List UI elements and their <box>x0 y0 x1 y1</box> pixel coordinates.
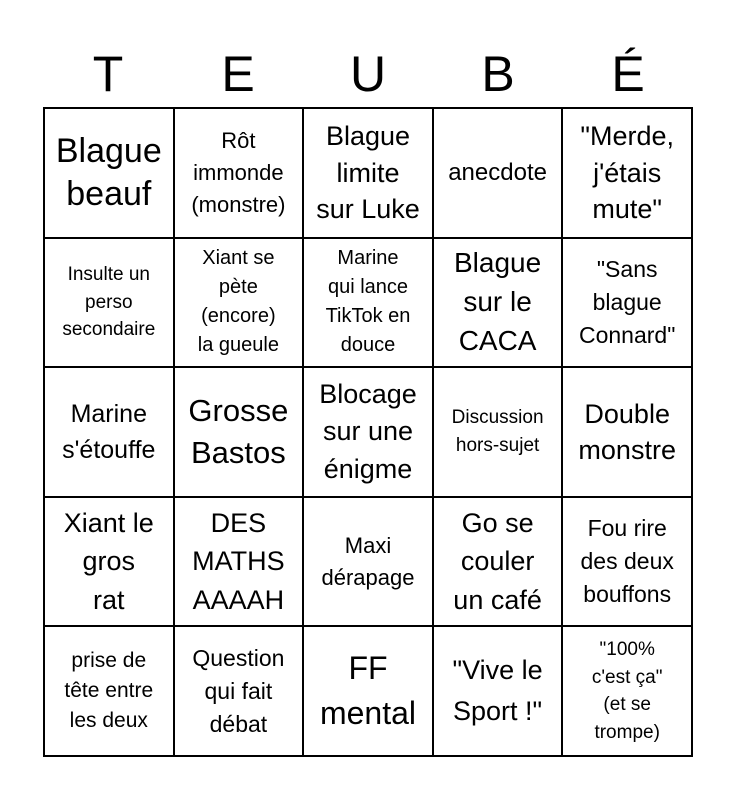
cell-text: "100% c'est ça" (et se trompe) <box>591 639 663 743</box>
bingo-cell[interactable] <box>174 108 304 238</box>
cell-text: Blocage sur une énigme <box>319 379 417 484</box>
bingo-cell[interactable] <box>174 367 304 497</box>
bingo-cell[interactable] <box>433 108 563 238</box>
bingo-cell[interactable] <box>562 497 692 627</box>
bingo-cell[interactable] <box>174 626 304 756</box>
bingo-cell[interactable] <box>562 626 692 756</box>
bingo-cell[interactable] <box>562 108 692 238</box>
bingo-cell[interactable] <box>174 497 304 627</box>
bingo-cell[interactable] <box>44 108 174 238</box>
cell-text: Marine qui lance TikTok en douce <box>325 247 411 357</box>
bingo-cell[interactable] <box>303 626 433 756</box>
cell-text: Xiant le gros rat <box>63 508 154 615</box>
cell-text: Xiant se pète (encore) la gueule <box>197 247 279 357</box>
cell-text: FF mental <box>319 650 417 732</box>
bingo-cell[interactable] <box>562 367 692 497</box>
bingo-cell[interactable] <box>303 497 433 627</box>
header-letter-1: T <box>92 46 124 102</box>
bingo-cell[interactable] <box>303 108 433 238</box>
bingo-header <box>43 44 693 104</box>
cell-text: prise de tête entre les deux <box>64 648 154 733</box>
cell-text: "Sans blague Connard" <box>578 256 676 348</box>
cell-text: "Merde, j'étais mute" <box>580 121 674 225</box>
cell-text: Fou rire des deux bouffons <box>580 514 674 608</box>
cell-text: Grosse Bastos <box>188 393 289 470</box>
bingo-cell[interactable] <box>44 367 174 497</box>
bingo-cell[interactable] <box>174 238 304 368</box>
bingo-cell[interactable] <box>562 238 692 368</box>
cell-text: Insulte un perso secondaire <box>62 264 156 341</box>
bingo-cell[interactable] <box>303 367 433 497</box>
cell-text: Blague limite sur Luke <box>316 121 420 225</box>
cell-text: "Vive le Sport !" <box>452 655 543 727</box>
bingo-cell[interactable] <box>433 497 563 627</box>
bingo-board <box>43 107 693 757</box>
cell-text: Maxi dérapage <box>321 533 415 590</box>
bingo-cell[interactable] <box>44 626 174 756</box>
bingo-cell[interactable] <box>433 238 563 368</box>
cell-text: Rôt immonde (monstre) <box>191 127 286 217</box>
header-letter-4: B <box>481 46 515 102</box>
header-letter-3: U <box>349 46 387 102</box>
cell-text: Double monstre <box>578 398 676 465</box>
cell-text: Go se couler un café <box>453 508 542 615</box>
bingo-cell[interactable] <box>44 497 174 627</box>
cell-text: Blague beauf <box>55 132 162 213</box>
bingo-cell[interactable] <box>44 238 174 368</box>
cell-text: Question qui fait débat <box>192 645 285 737</box>
bingo-cell[interactable] <box>433 367 563 497</box>
cell-text: Discussion hors-sujet <box>451 407 544 456</box>
header-letter-2: E <box>221 46 255 102</box>
cell-text: DES MATHS AAAAH <box>192 508 285 615</box>
header-letter-5: É <box>611 46 645 102</box>
cell-text: Marine s'étouffe <box>62 399 156 464</box>
cell-text: Blague sur le CACA <box>454 247 542 356</box>
cell-text: anecdote <box>448 159 547 187</box>
bingo-cell[interactable] <box>303 238 433 368</box>
bingo-cell[interactable] <box>433 626 563 756</box>
